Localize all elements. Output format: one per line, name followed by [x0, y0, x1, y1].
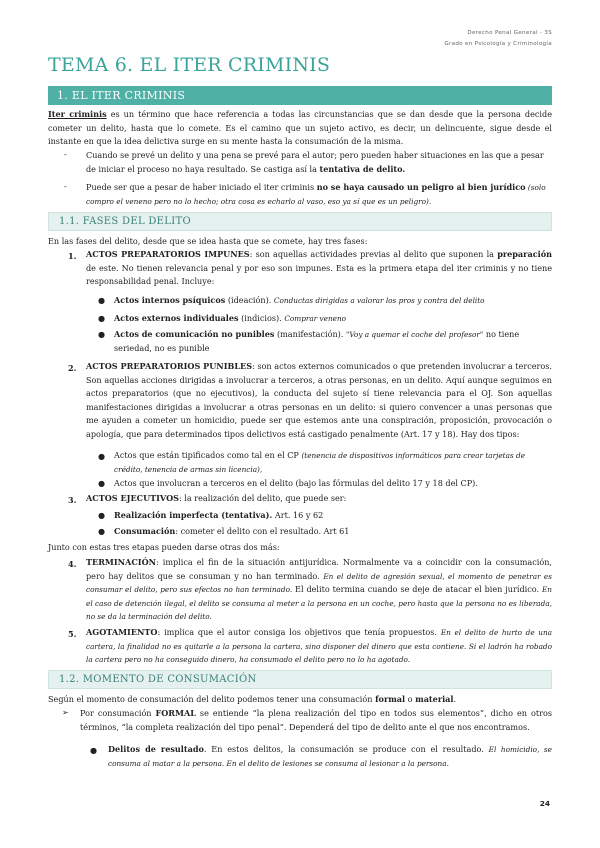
item-term: ACTOS PREPARATORIOS IMPUNES [86, 249, 250, 259]
bullet-marker: ● [98, 526, 106, 536]
bullet-marker: ● [98, 295, 106, 305]
bullet-term: Actos externos individuales [114, 313, 239, 323]
bullet-text: (manifestación). [274, 329, 346, 339]
arrow-bold: FORMAL [155, 708, 196, 718]
dash-marker: - [64, 149, 67, 159]
bullet-example: El homicidio, se consuma al matar a la persona. En el delito de lesiones se consuma al lesionar a la persona. [108, 745, 552, 768]
dash-item [86, 149, 552, 176]
sub-bullet [114, 294, 552, 308]
sub-bullet [114, 509, 552, 523]
item-example: En el delito de agresión sexual, el momento de penetrar es consumar el delito, pero sus efectos no han terminado. [86, 571, 552, 595]
consumacion-intro [48, 693, 552, 707]
section-heading: 1. EL ITER CRIMINIS [48, 86, 552, 105]
fases-intro: En las fases del delito, desde que se idea hasta que se comete, hay tres fases: [48, 236, 368, 246]
sub-bullet [114, 312, 552, 326]
bullet-marker: ● [90, 745, 98, 755]
intro-term: Iter criminis [48, 109, 107, 119]
intro-bold: material [415, 694, 454, 704]
item-number: 4. [68, 559, 77, 569]
bullet-text: (ideación). [225, 295, 274, 305]
bullet-text: Actos que están tipificados como tal en el CP [114, 450, 302, 460]
bullet-marker: ● [98, 478, 106, 488]
item-term: ACTOS EJECUTIVOS [86, 493, 179, 503]
bullet-term: Delitos de resultado [108, 744, 204, 754]
bullet-text: . En estos delitos, la consumación se produce con el resultado. [203, 744, 489, 754]
intro-text: . [453, 694, 457, 704]
header-degree: Grado en Psicología y Criminología [444, 41, 552, 47]
item-term: AGOTAMIENTO [86, 627, 158, 637]
bullet-example: "Voy a quemar el coche del profesor" [345, 330, 484, 339]
bullet-example: Comprar veneno [284, 314, 347, 323]
dash-item-text: Puede ser que a pesar de haber iniciado el iter criminis [86, 182, 317, 192]
bullet-example: Conductas dirigidas a valorar los pros y contra del delito [273, 296, 485, 305]
intro-text: Según el momento de consumación del delito podemos tener una consumación [48, 694, 376, 704]
item-agotamiento [86, 626, 552, 667]
bullet-term: Actos internos psíquicos [114, 295, 226, 305]
dash-item [86, 181, 552, 208]
bullet-marker: ● [98, 329, 106, 339]
bullet-term: Realización imperfecta (tentativa). [114, 510, 273, 520]
item-number: 1. [68, 251, 77, 261]
running-header [444, 28, 552, 50]
bullet-text: no tiene seriedad, no es punible [114, 329, 520, 353]
dash-item-text: Cuando se prevé un delito y una pena se prevé para el autor; pero pueden haber situaciones en las que a pesar de iniciar el proceso no haya resultado. Se castiga así la [86, 150, 544, 174]
item-bold: preparación [497, 249, 552, 259]
sub-bullet [114, 525, 552, 539]
bullet-marker: ● [98, 451, 106, 461]
bullet-term: Consumación [114, 526, 176, 536]
intro-text: o [405, 694, 416, 704]
subsection-heading-consumacion: 1.2. MOMENTO DE CONSUMACIÓN [48, 670, 552, 689]
sub-bullet [108, 743, 552, 770]
bullet-text: : cometer el delito con el resultado. Art 61 [175, 526, 350, 536]
bullet-term: Actos de comunicación no punibles [114, 329, 275, 339]
bullet-text: Art. 16 y 62 [272, 510, 324, 520]
bridge-text: Junto con estas tres etapas pueden darse otras dos más: [48, 542, 280, 552]
dash-marker: - [64, 181, 67, 191]
arrow-text: Por consumación [80, 708, 156, 718]
item-text: de este. No tienen relevancia penal y por eso son impunes. Esta es la primera etapa del iter criminis y no tiene responsabilidad penal. Incluye: [86, 262, 552, 287]
item-text: : implica el fin de la situación antijurídica. Normalmente va a coincidir con la consumación, pero hay delitos que se consuman y no han terminado. [86, 557, 552, 581]
item-number: 2. [68, 363, 77, 373]
bullet-text: (indicios). [238, 313, 285, 323]
item-actos-preparatorios-impunes [86, 248, 552, 289]
arrow-item-formal [80, 707, 552, 734]
sub-bullet [114, 328, 552, 355]
header-course: Derecho Penal General - 3S [467, 30, 552, 36]
item-text: El delito termina cuando se deje de atacar el bien jurídico. [292, 584, 542, 595]
bullet-marker: ● [98, 313, 106, 323]
item-example: En el caso de detención ilegal, el delito se consuma al meter a la persona en un coche, pero hasta que la persona no es liberada, no se da la terminación del delito. [86, 585, 552, 622]
sub-bullet [114, 449, 552, 476]
item-text: : implica que el autor consiga los objetivos que tenía propuestos. [157, 627, 441, 637]
bullet-marker: ● [98, 510, 106, 520]
dash-item-example: (solo compro el veneno pero no lo hecho; otra cosa es echarlo al vaso, eso ya sí que es un peligro). [86, 183, 546, 206]
item-example: En el delito de hurto de una cartera, la finalidad no es quitarle a la persona la cartera, sino disponer del dinero que esta contiene. Si el ladrón ha robado la cartera pero no ha conseguido dinero, ha consumado el delito pero no lo ha agotado. [86, 628, 552, 665]
intro-paragraph [48, 108, 552, 149]
item-number: 5. [68, 629, 77, 639]
intro-text: es un término que hace referencia a todas las circunstancias que se dan desde que la persona decide cometer un delito, hasta que lo comete. Es el camino que un sujeto activo, es decir, un delincuente, sigue desde el instante en que la idea delictiva surge en su mente hasta la consumación de la misma. [48, 109, 552, 147]
item-term: TERMINACIÓN [86, 557, 157, 567]
page-number: 24 [539, 799, 550, 808]
item-actos-preparatorios-punibles [86, 360, 552, 442]
item-text: : son aquellas actividades previas al delito que suponen la [249, 249, 498, 259]
dash-item-bold: no se haya causado un peligro al bien jurídico [316, 182, 526, 192]
item-terminacion [86, 556, 552, 624]
intro-bold: formal [375, 694, 406, 704]
item-number: 3. [68, 495, 77, 505]
subsection-heading-fases: 1.1. FASES DEL DELITO [48, 212, 552, 231]
item-text: : la realización del delito, que puede ser: [178, 493, 347, 503]
arrow-text: se entiende “la plena realización del tipo en todos sus elementos”, dicho en otros términos, “la completa realización del tipo penal”. Dependerá del tipo de delito ante el que nos encontramos. [80, 708, 552, 732]
item-term: ACTOS PREPARATORIOS PUNIBLES [86, 361, 253, 371]
arrow-bullet-icon: ➢ [62, 707, 69, 717]
bullet-example: (tenencia de dispositivos informáticos para crear tarjetas de crédito, tenencia de armas sin licencia), [114, 451, 526, 474]
dash-item-bold: tentativa de delito. [319, 163, 406, 174]
item-text: : son actos externos comunicados o que pretenden involucrar a terceros. Son aquellas acciones dirigidas a involucrar a terceros, a otras personas, en un delito. Aquí aunque seguimos en actos preparatorios (que no ejecutivos), la conducta del sujeto sí tiene relevancia para el OJ. Son aquellas manifestaciones dirigidas a involucrar a otras personas en un delito: si quiero convencer a unas personas que me ayuden a cometer un homicidio, puede ser que estemos ante una conspiración, proposición, provocación o apología, que para determinados tipos delictivos está castigado penalmente (Art. 17 y 18). Hay dos tipos: [86, 361, 552, 439]
sub-bullet: Actos que involucran a terceros en el delito (bajo las fórmulas del delito 17 y 18 del CP). [114, 478, 478, 488]
page-title: TEMA 6. EL ITER CRIMINIS [48, 54, 331, 76]
item-actos-ejecutivos [86, 492, 552, 506]
